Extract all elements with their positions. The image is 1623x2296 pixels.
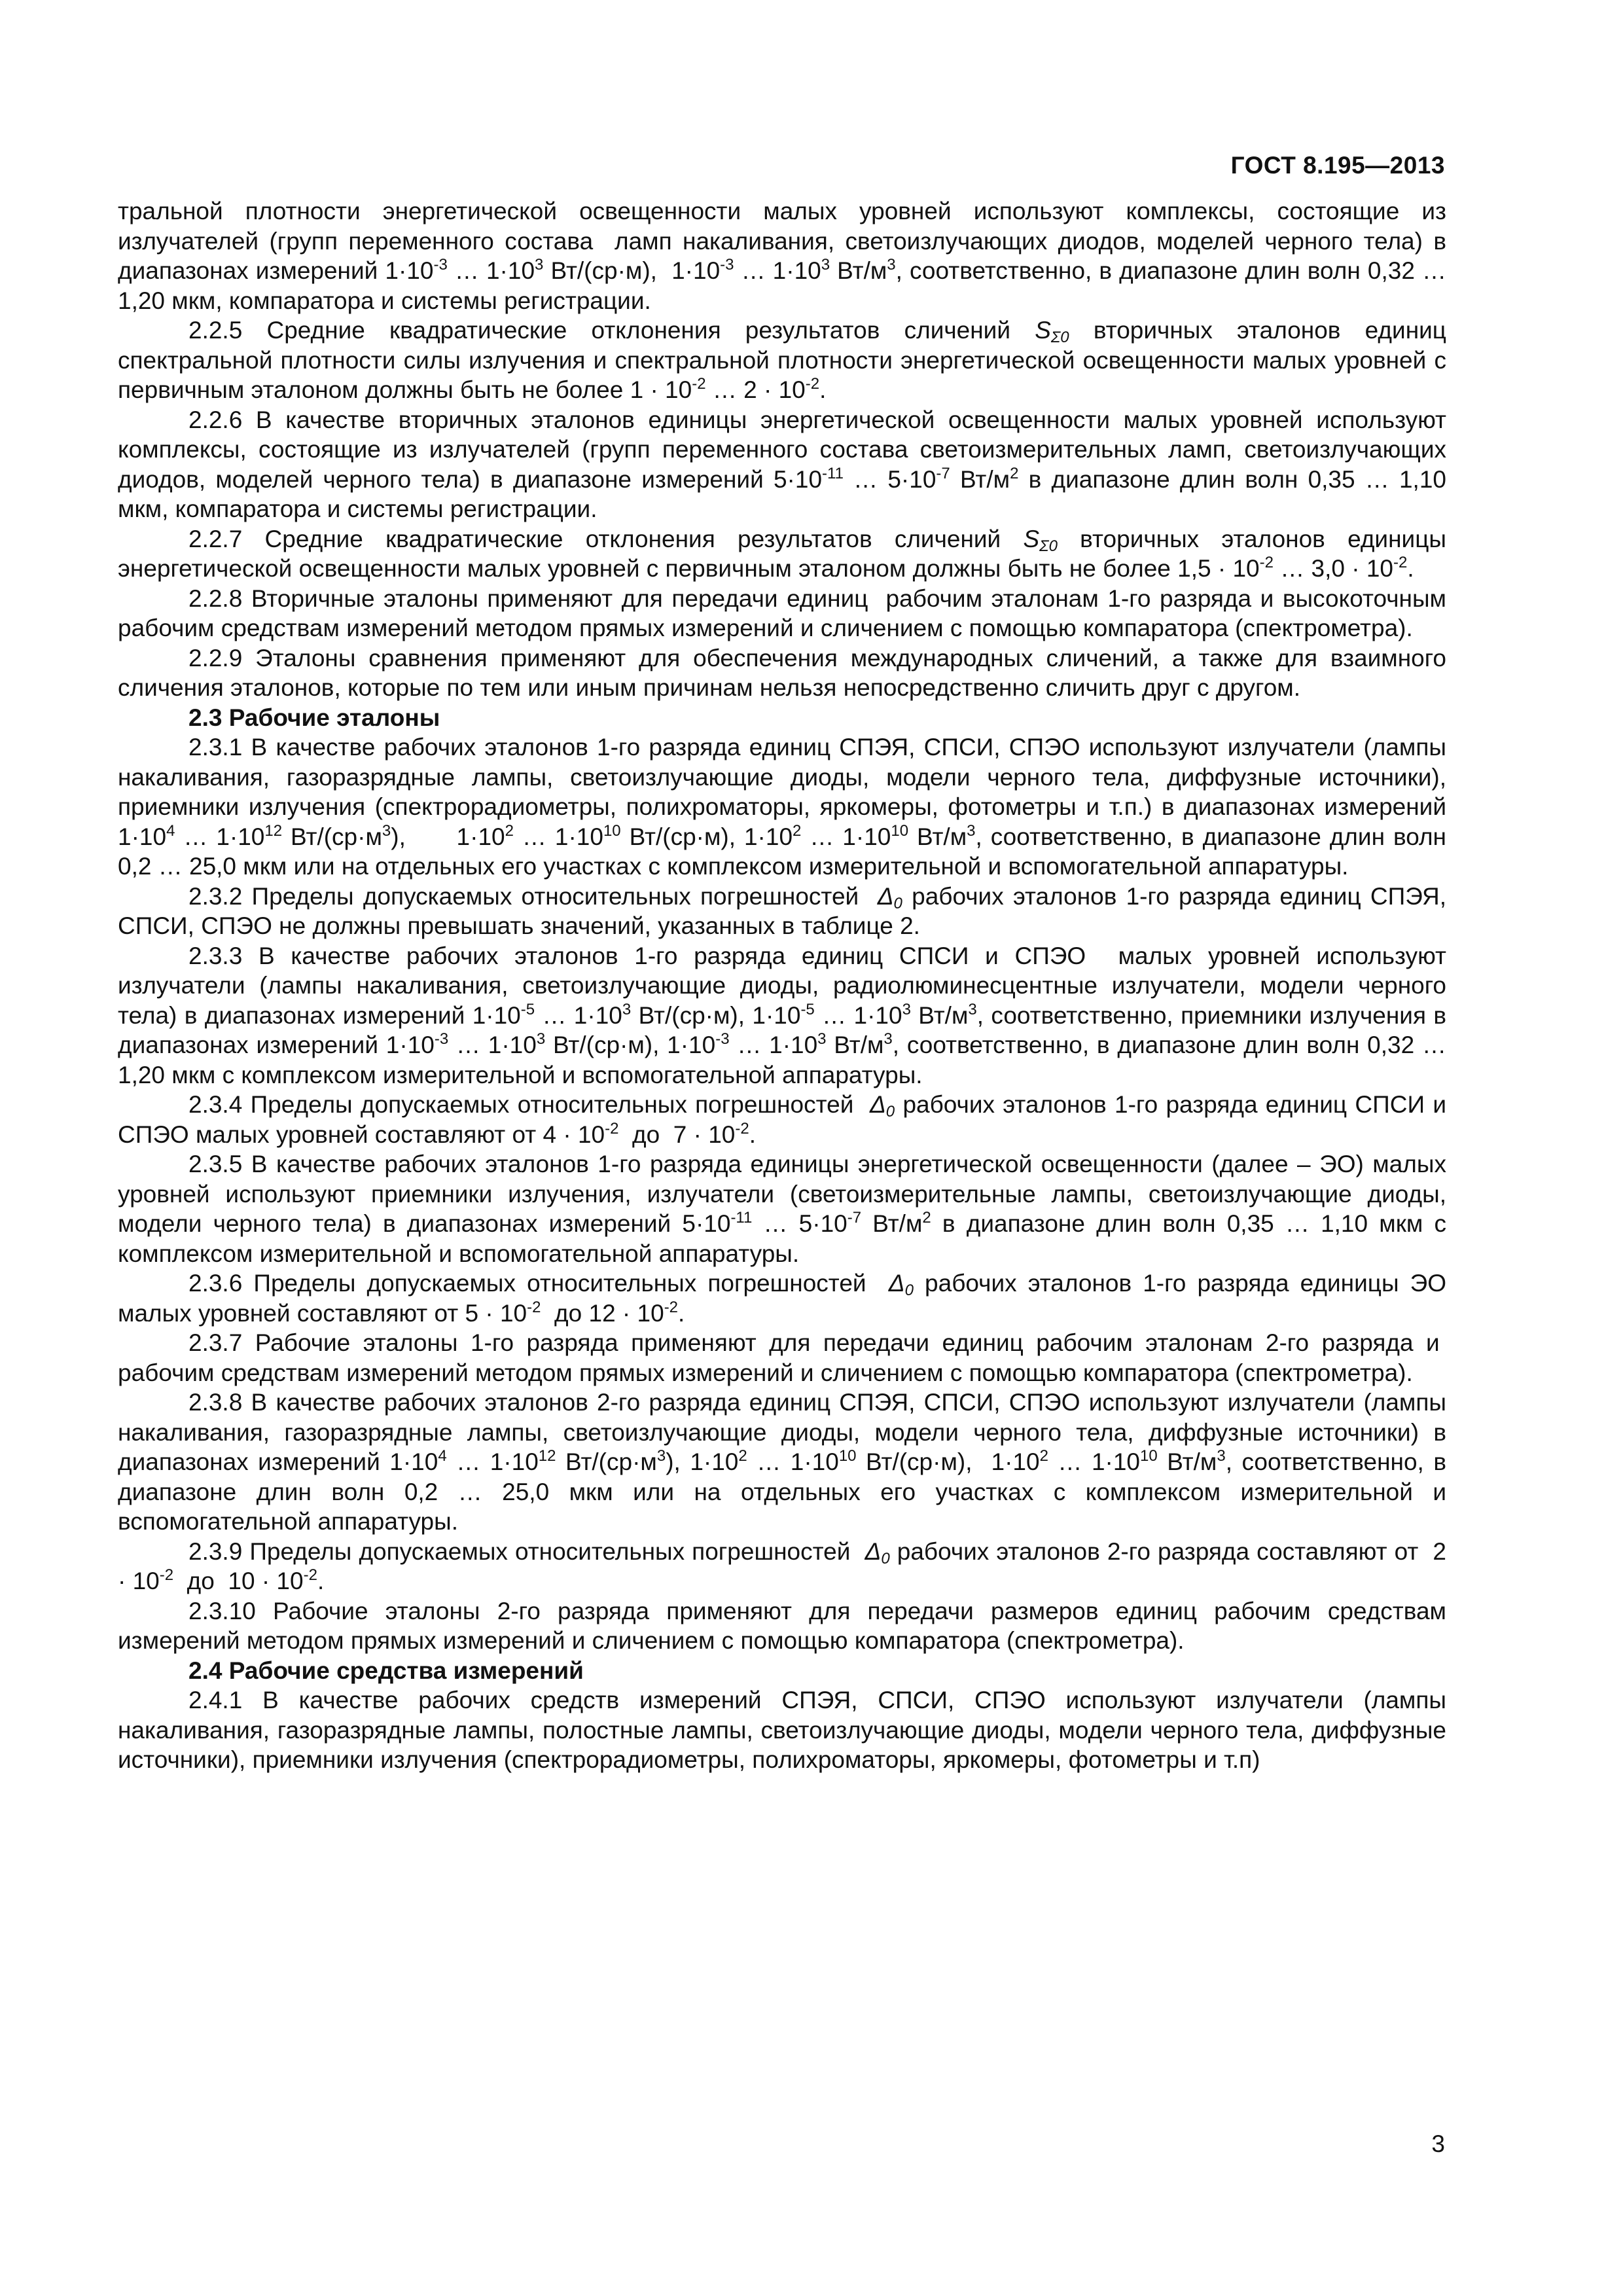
paragraph: 2.3.2 Пределы допускаемых относительных погрешностей $\Delta_0$ рабочих эталонов 1-го разряда единиц СПЭЯ, СПСИ, СПЭО не должны превышать значений, указанных в таблице 2. [118,882,1446,939]
paragraph: 2.4.1 В качестве рабочих средств измерений СПЭЯ, СПСИ, СПЭО используют излучатели (лампы накаливания, газоразрядные лампы, полостные лампы, светоизлучающие диоды, модели черного тела, диффузные источники), приемники излучения (спектрорадиометры, полихроматоры, яркомеры, фотометры и т.п) [118,1687,1446,1773]
section-heading: 2.3 Рабочие эталоны [188,704,440,731]
paragraph: 2.3.5 В качестве рабочих эталонов 1-го разряда единицы энергетической освещенности (далее – ЭО) малых уровней используют приемники излучения, излучатели (светоизмерительные лампы, светоизлучающие диоды, модели черного тела) в диапазонах измерений $5\cdot 10^{-11}$ … $5\cdot 10^{-7}$ $Вт/м^2$ в диапазоне длин волн 0,35 … 1,10 мкм с комплексом измерительной и вспомогательной аппаратуры. [118,1151,1446,1267]
paragraph: 2.2.5 Средние квадратические отклонения результатов сличений $S_{\Sigma 0}$ вторичных эталонов единиц спектральной плотности силы излучения и спектральной плотности энергетической освещенности малых уровней с первичным эталоном должны быть не более $1 \cdot 10^{-2}$ … $2 \cdot 10^{-2}$. [118,317,1446,403]
paragraph: 2.2.7 Средние квадратические отклонения результатов сличений $S_{\Sigma 0}$ вторичных эталонов единицы энергетической освещенности малых уровней с первичным эталоном должны быть не более $1,5 \cdot 10^{-2}$ … $3,0 \cdot 10^{-2}$. [118,525,1446,582]
paragraph: тральной плотности энергетической освещенности малых уровней используют комплексы, состоящие из излучателей (групп переменного состава ламп накаливания, светоизлучающих диодов, моделей черного тела) в диапазонах измерений $1\cdot 10^{-3}$ … $1\cdot 10^3$ Вт/(ср·м), $1\cdot 10^{-3}$ … $1\cdot 10^3$ $Вт/м^3$, соответственно, в диапазоне длин волн 0,32 … 1,20 мкм, компаратора и системы регистрации. [118,198,1446,314]
paragraph: 2.3.4 Пределы допускаемых относительных погрешностей $\Delta_0$ рабочих эталонов 1-го разряда единиц СПСИ и СПЭО малых уровней составляют от $4 \cdot 10^{-2}$ до $7 \cdot 10^{-2}$. [118,1091,1447,1148]
paragraph: 2.3.10 Рабочие эталоны 2-го разряда применяют для передачи размеров единиц рабочим средствам измерений методом прямых измерений и сличением с помощью компаратора (спектрометра). [118,1597,1446,1654]
page-number: 3 [1431,2130,1445,2157]
paragraph: 2.2.6 В качестве вторичных эталонов единицы энергетической освещенности малых уровней используют комплексы, состоящие из излучателей (групп переменного состава светоизмерительных ламп, светоизлучающих диодов, моделей черного тела) в диапазоне измерений $5\cdot 10^{-11}$ … $5\cdot 10^{-7}$ $Вт/м^2$ в диапазоне длин волн 0,35 … 1,10 мкм, компаратора и системы регистрации. [118,406,1446,522]
paragraph: 2.2.8 Вторичные эталоны применяют для передачи единиц рабочим эталонам 1-го разряда и высокоточным рабочим средствам измерений методом прямых измерений и сличением с помощью компаратора (спектрометра). [118,584,1446,641]
paragraph: 2.3.7 Рабочие эталоны 1-го разряда применяют для передачи единиц рабочим эталонам 2-го разряда и рабочим средствам измерений методом прямых измерений и сличением с помощью компаратора (спектрометра). [118,1329,1446,1386]
paragraph: 2.3.9 Пределы допускаемых относительных погрешностей $\Delta_0$ рабочих эталонов 2-го разряда составляют от $2 \cdot 10^{-2}$ до $10 \cdot 10^{-2}$. [118,1537,1446,1594]
document-body [118,196,1446,1775]
section-heading: 2.4 Рабочие средства измерений [188,1657,584,1684]
paragraph: 2.3.8 В качестве рабочих эталонов 2-го разряда единиц СПЭЯ, СПСИ, СПЭО используют излучатели (лампы накаливания, газоразрядные лампы, светоизлучающие диоды, модели черного тела, диффузные источники) в диапазонах измерений $1\cdot 10^4$ … $1\cdot 10^{12}$ $Вт/(ср\cdot м^3)$, $1\cdot 10^2$ … $1\cdot 10^{10}$ Вт/(ср·м), $1\cdot 10^2$ … $1\cdot 10^{10}$ $Вт/м^3$, соответственно, в диапазоне длин волн 0,2 … 25,0 мкм или на отдельных его участках с комплексом измерительной и вспомогательной аппаратуры. [118,1389,1446,1535]
paragraph: 2.3.6 Пределы допускаемых относительных погрешностей $\Delta_0$ рабочих эталонов 1-го разряда единицы ЭО малых уровней составляют от $5 \cdot 10^{-2}$ до $12 \cdot 10^{-2}$. [118,1270,1447,1327]
paragraph: 2.3.3 В качестве рабочих эталонов 1-го разряда единиц СПСИ и СПЭО малых уровней используют излучатели (лампы накаливания, светоизлучающие диоды, радиолюминесцентные излучатели, модели черного тела) в диапазонах измерений $1\cdot 10^{-5}$ … $1\cdot 10^3$ Вт/(ср·м), $1\cdot 10^{-5}$ … $1\cdot 10^3$ $Вт/м^3$, соответственно, приемники излучения в диапазонах измерений $1\cdot 10^{-3}$ … $1\cdot 10^3$ Вт/(ср·м), $1\cdot 10^{-3}$ … $1\cdot 10^3$ $Вт/м^3$, соответственно, в диапазоне длин волн 0,32 … 1,20 мкм с комплексом измерительной и вспомогательной аппаратуры. [118,942,1446,1088]
paragraph: 2.2.9 Эталоны сравнения применяют для обеспечения международных сличений, а также для взаимного сличения эталонов, которые по тем или иным причинам нельзя непосредственно сличить друг с другом. [118,644,1446,701]
document-code: ГОСТ 8.195—2013 [1230,152,1445,179]
paragraph: 2.3.1 В качестве рабочих эталонов 1-го разряда единиц СПЭЯ, СПСИ, СПЭО используют излучатели (лампы накаливания, газоразрядные лампы, светоизлучающие диоды, модели черного тела, диффузные источники), приемники излучения (спектрорадиометры, полихроматоры, яркомеры, фотометры и т.п.) в диапазонах измерений $1\cdot 10^4$ … $1\cdot 10^{12}$ $Вт/(ср\cdot м^3)$, $1\cdot 10^2$ … $1\cdot 10^{10}$ Вт/(ср·м), $1\cdot 10^2$ … $1\cdot 10^{10}$ $Вт/м^3$, соответственно, в диапазоне длин волн 0,2 … 25,0 мкм или на отдельных его участках с комплексом измерительной и вспомогательной аппаратуры. [118,734,1446,880]
